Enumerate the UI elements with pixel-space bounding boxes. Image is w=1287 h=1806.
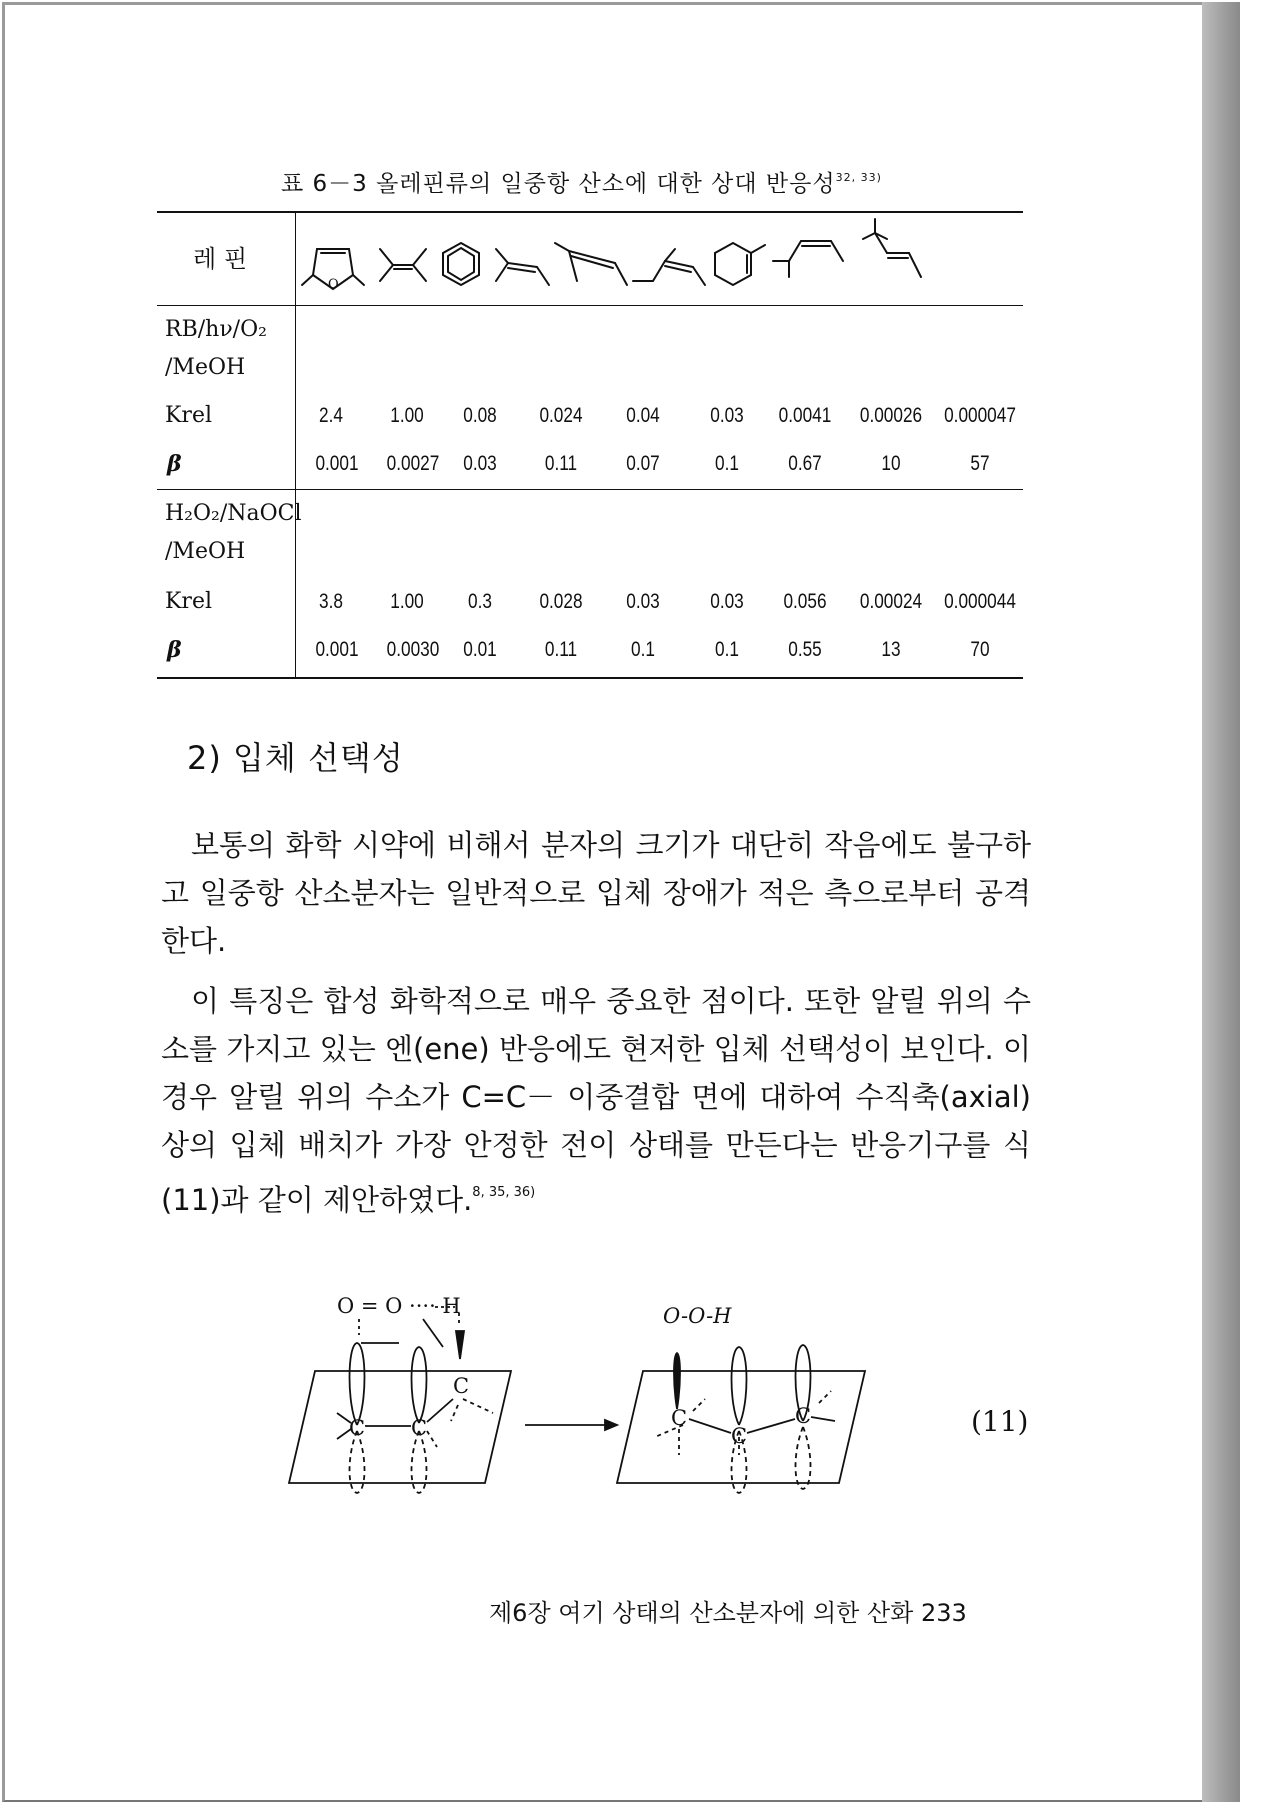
table-cell: 10 [881, 452, 901, 475]
reagent-1-line1: RB/hν/O₂ [165, 317, 267, 342]
table-caption-ref: 32, 33) [835, 171, 882, 184]
table-cell: 0.03 [463, 452, 497, 475]
paragraph-1: 보통의 화학 시약에 비해서 분자의 크기가 대단히 작음에도 불구하고 일중항 산소분자는 일반적으로 입체 장애가 적은 측으로부터 공격한다. [161, 828, 1031, 958]
dimethylbutene-structure [555, 243, 627, 285]
paragraph-2-ref: 8, 35, 36) [472, 1185, 536, 1200]
table-cell: 0.1 [631, 638, 655, 661]
beta-label-2: β [167, 637, 182, 663]
trimethylethylene-structure [496, 249, 549, 285]
table-column-rule [295, 211, 296, 677]
table-section-rule [157, 489, 1023, 490]
table-cell: 0.1 [715, 638, 739, 661]
table-cell: 0.67 [788, 452, 822, 475]
paragraph-2 [161, 977, 1031, 1224]
table-cell: 0.0041 [778, 404, 832, 427]
carbon-label: C [670, 1406, 688, 1430]
table-cell: 0.00024 [859, 590, 923, 613]
paragraph-2-text: 이 특징은 합성 화학적으로 매우 중요한 점이다. 또한 알릴 위의 수소를 가지고 있는 엔(ene) 반응에도 현저한 입체 선택성이 보인다. 이 경우 알릴 위의 수소가 C=C－ 이중결합 면에 대하여 수직축(axial)상의 입체 배치가 가장 안정한 전이 상태를 만든다는 반응기구를 식 (11)과 같이 제안하였다. [161, 984, 1031, 1217]
table-cell: 0.0027 [386, 452, 440, 475]
olefin-structures [297, 213, 1023, 305]
left-top-label: O = O ···· H [337, 1295, 461, 1318]
carbon-label: C [794, 1404, 812, 1428]
table-cell: 0.04 [626, 404, 660, 427]
krel-label-2: Krel [165, 589, 213, 614]
table-cell: 1.00 [390, 590, 424, 613]
table-bottom-rule [157, 677, 1023, 679]
ene-reaction-scheme [275, 1295, 895, 1495]
table-cell: 0.00026 [859, 404, 923, 427]
beta-label-1: β [167, 451, 182, 477]
table-caption-text: 표 6－3 올레핀류의 일중항 산소에 대한 상대 반응성 [281, 171, 836, 197]
table-cell: 0.11 [544, 638, 578, 661]
dimethylfuran-structure [302, 249, 364, 292]
tert-butyl-olefin-structure [863, 219, 921, 277]
table-cell: 0.000044 [944, 590, 1016, 613]
table-cell: 0.001 [315, 638, 359, 661]
table-cell: 13 [881, 638, 901, 661]
book-spine [1202, 2, 1240, 1802]
krel-label-1: Krel [165, 403, 213, 428]
table-cell: 2.4 [319, 404, 343, 427]
table-cell: 0.0030 [386, 638, 440, 661]
table-cell: 0.07 [626, 452, 660, 475]
table-cell: 0.03 [626, 590, 660, 613]
table-cell: 0.11 [544, 452, 578, 475]
right-top-label: O-O-H [663, 1304, 732, 1328]
table-cell: 3.8 [319, 590, 343, 613]
table-cell: 0.000047 [944, 404, 1016, 427]
table-cell: 0.1 [715, 452, 739, 475]
table-cell: 70 [970, 638, 990, 661]
table-cell: 0.056 [783, 590, 827, 613]
table-cell: 57 [970, 452, 990, 475]
carbon-label: C [730, 1424, 748, 1448]
section-title: 2) 입체 선택성 [187, 739, 404, 777]
svg-text:O: O [328, 277, 339, 292]
table-cell: 0.028 [539, 590, 583, 613]
carbon-label: C [348, 1416, 366, 1440]
table-caption [281, 165, 882, 198]
table-cell: 0.55 [788, 638, 822, 661]
methylcyclohexene-structure [715, 243, 765, 285]
reagent-1-line2: /MeOH [165, 355, 246, 380]
cis-olefin-structure [773, 241, 843, 277]
table-cell: 0.08 [463, 404, 497, 427]
table-header-rule [157, 305, 1023, 306]
tetramethylethylene-structure [380, 249, 426, 281]
reagent-2-line1: H₂O₂/NaOCl [165, 501, 302, 526]
table-cell: 0.3 [468, 590, 492, 613]
methylpentene-structure [633, 249, 705, 285]
equation-number: (11) [971, 1405, 1029, 1438]
left-plane [289, 1371, 511, 1483]
table-cell: 0.001 [315, 452, 359, 475]
table-cell: 0.03 [710, 404, 744, 427]
carbon-label: C [452, 1374, 470, 1398]
carbon-label: C [410, 1416, 428, 1440]
olefin-header-label: 레 핀 [193, 245, 247, 273]
reagent-2-line2: /MeOH [165, 539, 246, 564]
book-page [2, 2, 1202, 1802]
table-cell: 0.01 [463, 638, 497, 661]
table-cell: 0.024 [539, 404, 583, 427]
cyclohexadiene-structure [443, 243, 479, 285]
table-cell: 0.03 [710, 590, 744, 613]
table-cell: 1.00 [390, 404, 424, 427]
running-footer: 제6장 여기 상태의 산소분자에 의한 산화 233 [489, 1599, 967, 1627]
